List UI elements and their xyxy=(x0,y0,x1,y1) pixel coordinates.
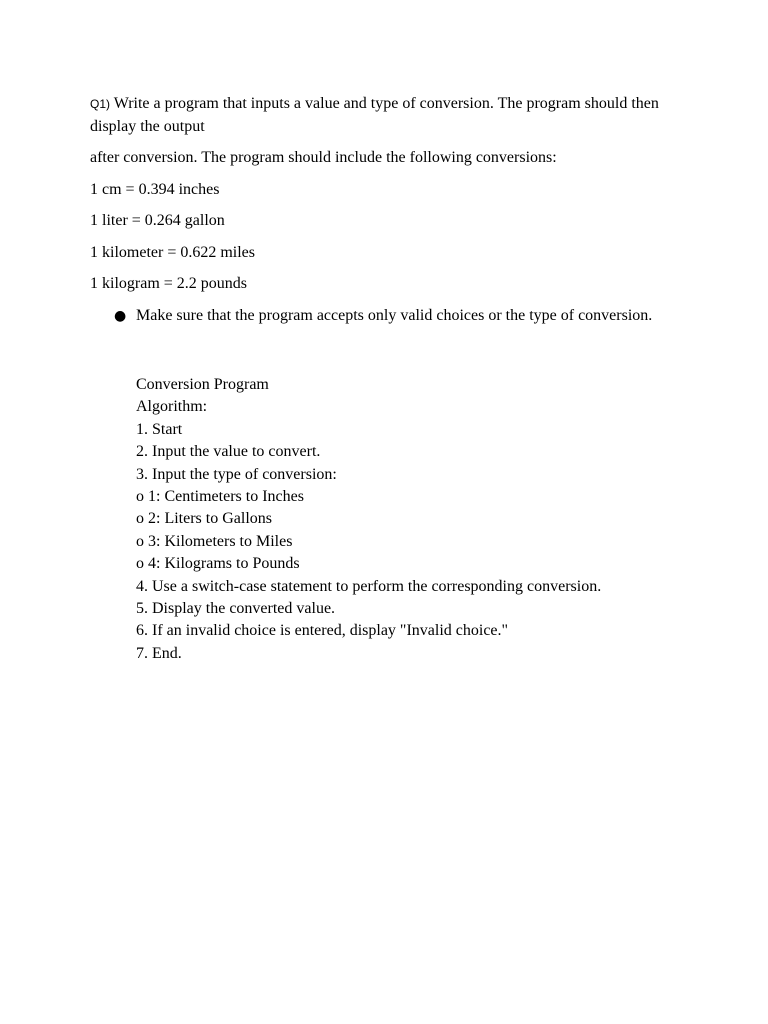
algorithm-option: o 3: Kilometers to Miles xyxy=(136,532,293,550)
algorithm-step: 4. Use a switch-case statement to perform the corresponding conversion. xyxy=(136,577,602,595)
bullet-item xyxy=(90,305,670,328)
algorithm-step: 2. Input the value to convert. xyxy=(136,443,321,461)
algorithm-title: Conversion Program xyxy=(136,376,269,393)
algorithm-step: 7. End. xyxy=(136,644,182,662)
document-page xyxy=(90,93,670,665)
algorithm-step: 6. If an invalid choice is entered, display "Invalid choice." xyxy=(136,622,509,640)
bullet-list xyxy=(90,305,670,328)
bullet-text: Make sure that the program accepts only valid choices or the type of conversion. xyxy=(136,306,653,324)
conversion-line: 1 liter = 0.264 gallon xyxy=(90,212,225,229)
conversion-line: 1 cm = 0.394 inches xyxy=(90,180,220,198)
algorithm-subtitle: Algorithm: xyxy=(136,398,208,416)
question-text: Write a program that inputs a value and type of conversion. The program should then display the output xyxy=(90,95,659,135)
question-paragraph xyxy=(90,93,670,138)
algorithm-option: o 1: Centimeters to Inches xyxy=(136,488,304,506)
conversion-line: 1 kilometer = 0.622 miles xyxy=(90,243,255,261)
conversion-line: 1 kilogram = 2.2 pounds xyxy=(90,275,248,292)
question-label: Q1) xyxy=(90,97,111,111)
algorithm-option: o 2: Liters to Gallons xyxy=(136,510,272,528)
algorithm-step: 3. Input the type of conversion: xyxy=(136,465,337,483)
algorithm-step: 5. Display the converted value. xyxy=(136,600,336,618)
algorithm-option: o 4: Kilograms to Pounds xyxy=(136,555,300,573)
algorithm-block xyxy=(136,374,670,665)
bullet-icon: ● xyxy=(114,307,127,324)
question-continuation: after conversion. The program should include the following conversions: xyxy=(90,149,557,166)
algorithm-step: 1. Start xyxy=(136,420,183,438)
